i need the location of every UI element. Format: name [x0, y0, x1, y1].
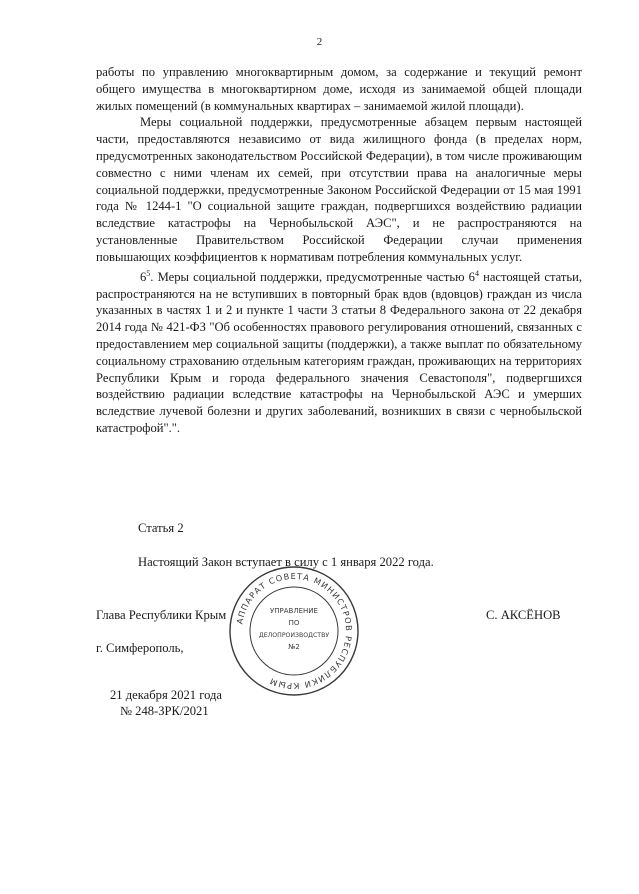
- page-number: 2: [316, 36, 323, 48]
- paragraph-part-6-5: [96, 266, 582, 437]
- stamp-line-4: №2: [288, 643, 300, 651]
- document-number: № 248-ЗРК/2021: [120, 704, 209, 718]
- stamp-line-2: ПО: [288, 619, 300, 627]
- article-heading: Статья 2: [138, 521, 184, 535]
- part-superscript: 5: [146, 268, 151, 278]
- svg-text:АППАРАТ СОВЕТА МИНИСТРОВ РЕСПУ: [234, 571, 354, 691]
- stamp-outer-text: АППАРАТ СОВЕТА МИНИСТРОВ РЕСПУБЛИКИ КРЫМ: [234, 570, 355, 692]
- paragraph-part-6-5-text: Меры социальной поддержки, предусмотренные частью $6^4$ настоящей статьи, распространяются на не вступивших в повторный брак вдов (вдовцов) граждан из числа указанных в частях 1 и 2 и пункте 1 части 3 статьи 8 Федерального закона от 22 декабря 2014 года № 421-ФЗ "Об особенностях правового регулирования отношений, связанных с предоставлением мер социальной защиты (поддержки), а также выплат по обязательному социальному страхованию отдельным категориям граждан, проживающих на территориях Республики Крым и города федерального значения Севастополя", подвергшихся воздействию радиации вследствие катастрофы на Чернобыльской АЭС и умерших вследствие лучевой болезни и других заболеваний, возникших в связи с чернобыльской катастрофой".".: [96, 268, 583, 435]
- document-date: 21 декабря 2021 года: [110, 688, 223, 702]
- signatory-name: С. АКСЁНОВ: [486, 608, 561, 622]
- stamp-seal-icon: [226, 563, 362, 699]
- place-of-signing: г. Симферополь,: [96, 641, 184, 655]
- enactment-clause: Настоящий Закон вступает в силу с 1 января 2022 года.: [138, 555, 434, 569]
- official-stamp: [226, 563, 362, 699]
- part-punct: .: [150, 269, 154, 284]
- paragraph-continuation: работы по управлению многоквартирным домом, за содержание и текущий ремонт общего имущества в многоквартирном доме, исходя из занимаемой общей площади жилых помещений (в коммунальных квартирах – занимаемой жилой площади).: [96, 65, 582, 113]
- document-body: [96, 64, 582, 437]
- stamp-line-3: ДЕЛОПРОИЗВОДСТВУ: [258, 632, 330, 639]
- stamp-line-1: УПРАВЛЕНИЕ: [270, 607, 318, 615]
- part-ref-superscript: 4: [474, 268, 479, 278]
- part-number: 6: [140, 269, 147, 284]
- signatory-position: Глава Республики Крым: [96, 608, 227, 622]
- paragraph-social-support: Меры социальной поддержки, предусмотренные абзацем первым настоящей части, предоставляются независимо от вида жилищного фонда (в пределах норм, предусмотренных законодательством Российской Федерации), в том числе проживающим совместно с ними членам их семей, при отсутствии права на аналогичные меры социальной поддержки, предусмотренные Законом Российской Федерации от 15 мая 1991 года № 1244-1 "О социальной защите граждан, подвергшихся воздействию радиации вследствие катастрофы на Чернобыльской АЭС", и не распространяются на установленные Правительством Российской Федерации случаи применения повышающих коэффициентов к нормативам потребления коммунальных услуг.: [96, 115, 582, 264]
